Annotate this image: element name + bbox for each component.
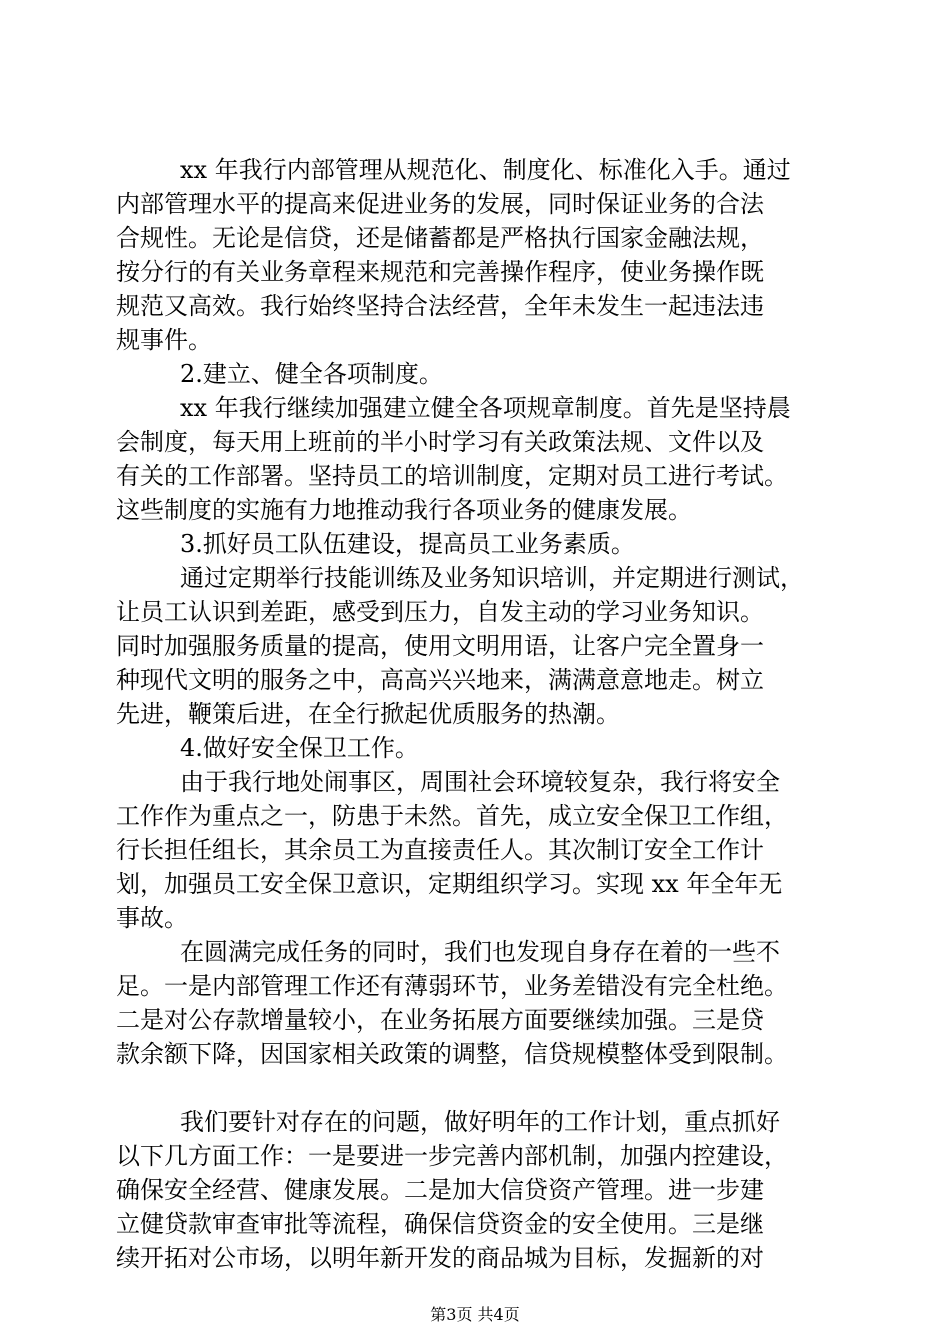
text-line: xx 年我行继续加强建立健全各项规章制度。首先是坚持晨 [180, 394, 791, 422]
text-line: 先进，鞭策后进，在全行掀起优质服务的热潮。 [116, 700, 620, 728]
text-line: 内部管理水平的提高来促进业务的发展，同时保证业务的合法 [116, 190, 764, 218]
text-line: 同时加强服务质量的提高，使用文明用语，让客户完全置身一 [116, 632, 764, 660]
text-line: 由于我行地处闹事区，周围社会环境较复杂，我行将安全 [180, 768, 780, 796]
text-line: 立健贷款审查审批等流程，确保信贷资金的安全使用。三是继 [116, 1210, 764, 1238]
text-line: 二是对公存款增量较小，在业务拓展方面要继续加强。三是贷 [116, 1006, 764, 1034]
page-footer: 第3页 共4页 [430, 1305, 520, 1324]
text-line: 这些制度的实施有力地推动我行各项业务的健康发展。 [116, 496, 692, 524]
text-line: 以下几方面工作：一是要进一步完善内部机制，加强内控建设， [116, 1142, 788, 1170]
text-line: 在圆满完成任务的同时，我们也发现自身存在着的一些不 [180, 938, 780, 966]
text-line: 2.建立、健全各项制度。 [180, 360, 443, 388]
text-line: 种现代文明的服务之中，高高兴兴地来，满满意意地走。树立 [116, 666, 764, 694]
text-line: 规事件。 [116, 326, 212, 354]
text-line: 4.做好安全保卫工作。 [180, 734, 419, 762]
text-line: 合规性。无论是信贷，还是储蓄都是严格执行国家金融法规， [116, 224, 764, 252]
text-line: 工作作为重点之一，防患于未然。首先，成立安全保卫工作组， [116, 802, 788, 830]
text-line: 有关的工作部署。坚持员工的培训制度，定期对员工进行考试。 [116, 462, 788, 490]
text-line: xx 年我行内部管理从规范化、制度化、标准化入手。通过 [180, 156, 791, 184]
text-line: 款余额下降，因国家相关政策的调整，信贷规模整体受到限制。 [116, 1040, 788, 1068]
text-line: 确保安全经营、健康发展。二是加大信贷资产管理。进一步建 [116, 1176, 764, 1204]
text-line: 让员工认识到差距，感受到压力，自发主动的学习业务知识。 [116, 598, 764, 626]
document-body [116, 153, 836, 1275]
text-line: 足。一是内部管理工作还有薄弱环节，业务差错没有完全杜绝。 [116, 972, 788, 1000]
text-line: 事故。 [116, 904, 188, 932]
text-line: 3.抓好员工队伍建设，提高员工业务素质。 [180, 530, 635, 558]
text-line: 通过定期举行技能训练及业务知识培训，并定期进行测试， [180, 564, 804, 592]
text-line: 规范又高效。我行始终坚持合法经营，全年未发生一起违法违 [116, 292, 764, 320]
text-line: 我们要针对存在的问题，做好明年的工作计划，重点抓好 [180, 1108, 780, 1136]
blank-line [116, 1071, 836, 1105]
text-line: 划，加强员工安全保卫意识，定期组织学习。实现 xx 年全年无 [116, 870, 783, 898]
text-line: 续开拓对公市场，以明年新开发的商品城为目标，发掘新的对 [116, 1244, 764, 1272]
text-line: 按分行的有关业务章程来规范和完善操作程序，使业务操作既 [116, 258, 764, 286]
text-line: 行长担任组长，其余员工为直接责任人。其次制订安全工作计 [116, 836, 764, 864]
text-line: 会制度，每天用上班前的半小时学习有关政策法规、文件以及 [116, 428, 764, 456]
